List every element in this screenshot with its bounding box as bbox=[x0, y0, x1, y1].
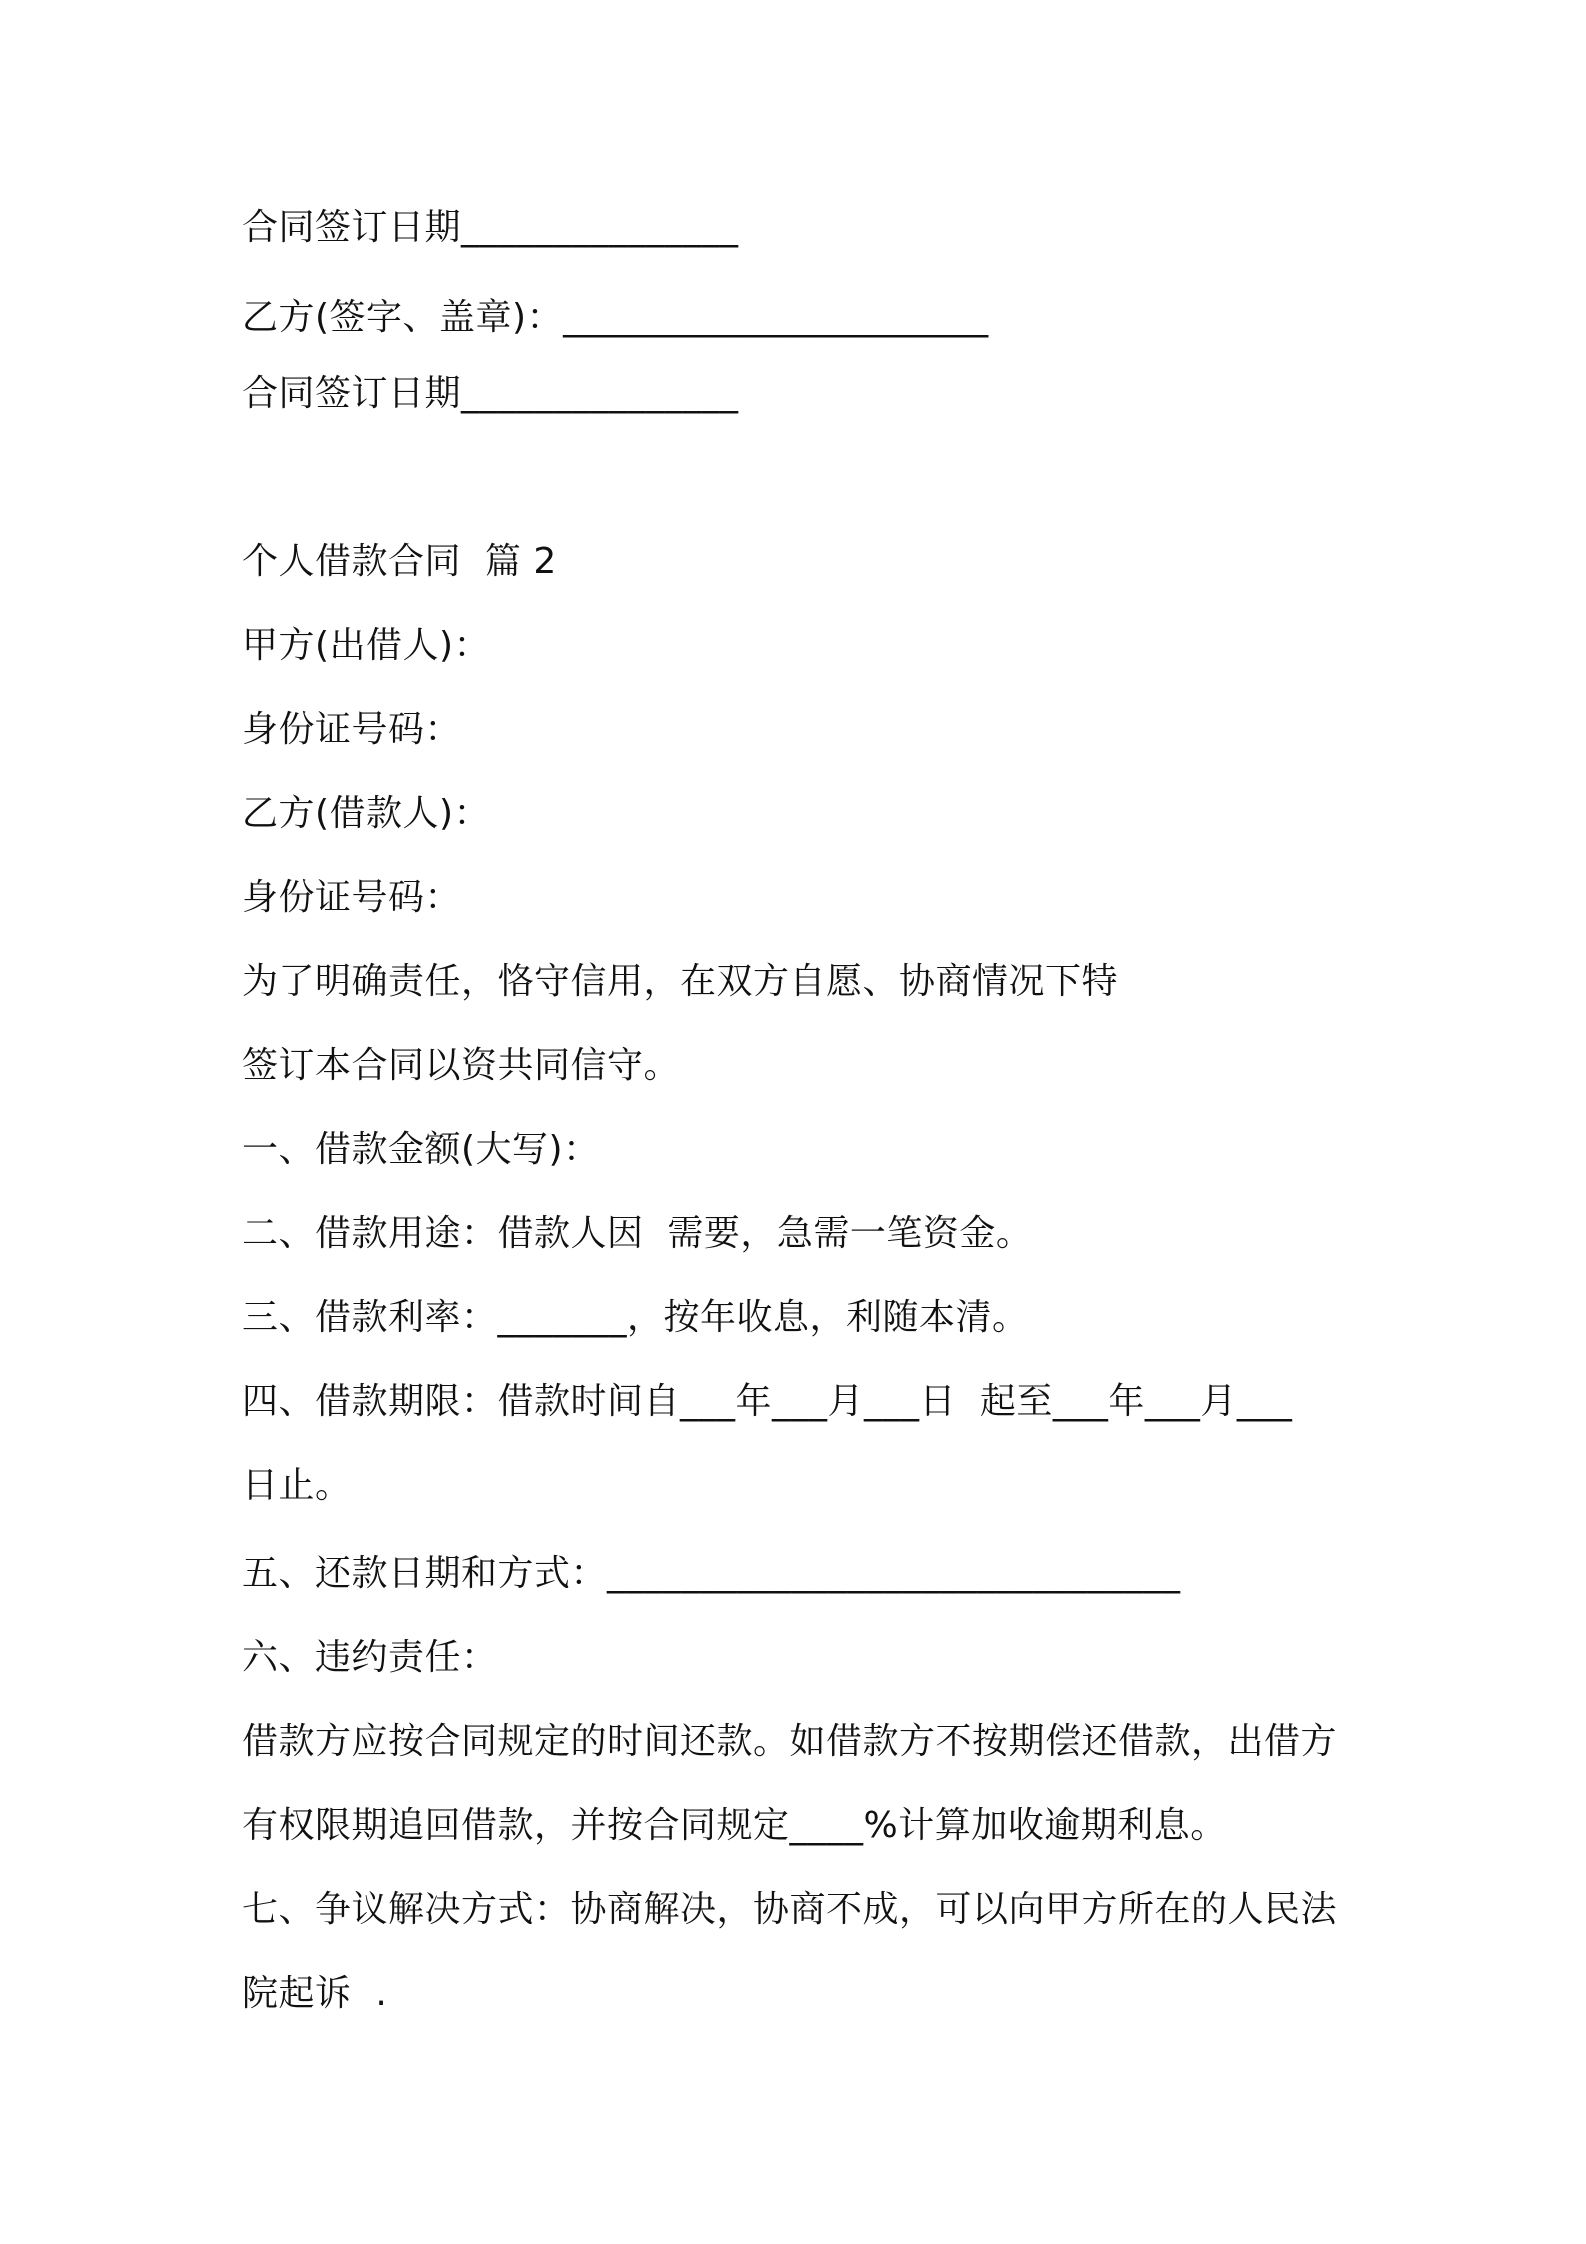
clause-6-text-1: 借款方应按合同规定的时间还款。如借款方不按期偿还借款，出借方 bbox=[242, 1721, 1338, 1762]
clause-2-purpose: 二、借款用途：借款人因 需要，急需一笔资金。 bbox=[242, 1213, 1033, 1254]
clause-4-term-end: 日止。 bbox=[242, 1465, 352, 1506]
party-a-id-line: 身份证号码： bbox=[242, 709, 462, 750]
clause-7-text-2: 院起诉 . bbox=[242, 1973, 388, 2014]
clause-5-repayment: 五、还款日期和方式：_______________________________ bbox=[242, 1553, 1181, 1594]
signing-date-line-1: 合同签订日期_______________ bbox=[242, 207, 739, 248]
party-a-line: 甲方(出借人)： bbox=[242, 625, 491, 666]
clause-6-text-2: 有权限期追回借款，并按合同规定____%计算加收逾期利息。 bbox=[242, 1805, 1227, 1846]
clause-3-interest: 三、借款利率：_______，按年收息，利随本清。 bbox=[242, 1297, 1029, 1338]
party-b-signature-line: 乙方(签字、盖章)：_______________________ bbox=[242, 297, 989, 338]
signing-date-line-2: 合同签订日期_______________ bbox=[242, 373, 739, 414]
party-b-line: 乙方(借款人)： bbox=[242, 793, 491, 834]
clause-6-title: 六、违约责任： bbox=[242, 1637, 498, 1678]
intro-line-1: 为了明确责任，恪守信用，在双方自愿、协商情况下特 bbox=[242, 961, 1119, 1002]
clause-7-text-1: 七、争议解决方式：协商解决，协商不成，可以向甲方所在的人民法 bbox=[242, 1889, 1338, 1930]
intro-line-2: 签订本合同以资共同信守。 bbox=[242, 1045, 681, 1086]
party-b-id-line: 身份证号码： bbox=[242, 877, 462, 918]
section-title: 个人借款合同 篇 2 bbox=[242, 541, 557, 582]
clause-1-amount: 一、借款金额(大写)： bbox=[242, 1129, 600, 1170]
clause-4-term: 四、借款期限：借款时间自___年___月___日 起至___年___月___ bbox=[242, 1381, 1293, 1422]
